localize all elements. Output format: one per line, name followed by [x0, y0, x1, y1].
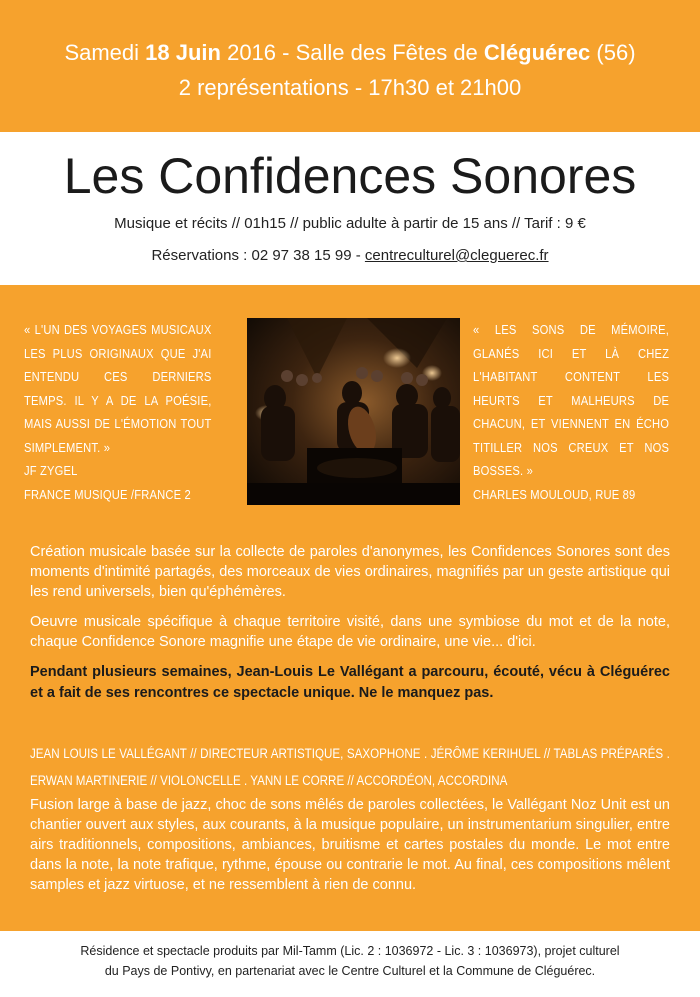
quote-author: JF ZYGEL	[24, 463, 78, 478]
footer-credits	[0, 941, 700, 981]
event-date-line	[0, 40, 700, 66]
footer-line-1: Résidence et spectacle produits par Mil-Tamm (Lic. 2 : 1036972 - Lic. 3 : 1036973), projet culturel	[80, 944, 620, 958]
description-paragraph-4: Fusion large à base de jazz, choc de sons mêlés de paroles collectées, le Vallégant Noz Unit est un chantier ouvert aux styles, aux courants, à la musique populaire, un instrumentarium singulier, entre airs traditionnels, compositions, ambiances, bruitisme et cartes postales du monde. Le mot entre dans la note, la note trafique, rythme, épouse ou contrarie le mot. Au final, ces compositions mêlent samples et jazz virtuose, et ne ressemblent à rien de connu.	[30, 797, 670, 893]
concert-photo	[247, 318, 460, 505]
date-day: 18 Juin	[145, 40, 221, 65]
artist-credits: JEAN LOUIS LE VALLÉGANT // DIRECTEUR ARTISTIQUE, SAXOPHONE . JÉRÔME KERIHUEL // TABLAS PRÉPARÉS . ERWAN MARTINERIE // VIOLONCELLE . YANN LE CORRE // ACCORDÉON, ACCORDINA	[30, 746, 670, 788]
reservation-line	[0, 246, 700, 266]
reservation-email-link[interactable]: centreculturel@cleguerec.fr	[364, 247, 549, 264]
show-info: Musique et récits // 01h15 // public adulte à partir de 15 ans // Tarif : 9 €	[114, 215, 586, 232]
show-title: Les Confidences Sonores	[63, 148, 637, 204]
reservation-phone: Réservations : 02 97 38 15 99 -	[151, 247, 365, 264]
quote-author: CHARLES MOULOUD, RUE 89	[473, 486, 636, 502]
description-paragraph-1: Création musicale basée sur la collecte de paroles d'anonymes, les Confidences Sonores sont des moments d'intimité partagés, des morceaux de vies ordinaires, magnifiés par un geste artistique qui les rend universels, bien qu'éphémères.	[30, 544, 670, 600]
header-band	[0, 0, 700, 132]
concert-photo-image	[247, 318, 460, 505]
description-paragraph-2: Oeuvre musicale spécifique à chaque territoire visité, dans une symbiose du mot et de la note, chaque Confidence Sonore magnifie une étape de vie ordinaire, une vie... d'ici.	[30, 614, 670, 650]
quote-text: « LES SONS DE MÉMOIRE, GLANÉS ICI ET LÀ CHEZ L'HABITANT CONTENT LES HEURTS ET MALHEURS DE CHACUN, ET VIENNENT EN ÉCHO TITILLER NOS CREUX ET NOS BOSSES. »	[473, 322, 670, 478]
press-quote-right	[473, 318, 669, 506]
showtimes: 2 représentations - 17h30 et 21h00	[178, 75, 522, 100]
quote-text: « L'UN DES VOYAGES MUSICAUX LES PLUS ORIGINAUX QUE J'AI ENTENDU CES DERNIERS TEMPS. IL Y A DE LA POÉSIE, MAIS AUSSI DE L'ÉMOTION TOUT SIMPLEMENT. »	[24, 322, 212, 455]
quote-source: FRANCE MUSIQUE /FRANCE 2	[24, 486, 191, 502]
venue-department: (56)	[590, 40, 636, 65]
footer-line-2: du Pays de Pontivy, en partenariat avec le Centre Culturel et la Commune de Cléguérec.	[104, 964, 596, 978]
press-quote-left	[24, 318, 211, 506]
date-venue: 2016 - Salle des Fêtes de	[220, 40, 484, 65]
date-prefix: Samedi	[64, 40, 146, 65]
venue-town: Cléguérec	[483, 40, 591, 65]
highlight-paragraph: Pendant plusieurs semaines, Jean-Louis Le Vallégant a parcouru, écouté, vécu à Cléguérec et a fait de ses rencontres ce spectacle unique. Ne le manquez pas.	[30, 664, 670, 701]
